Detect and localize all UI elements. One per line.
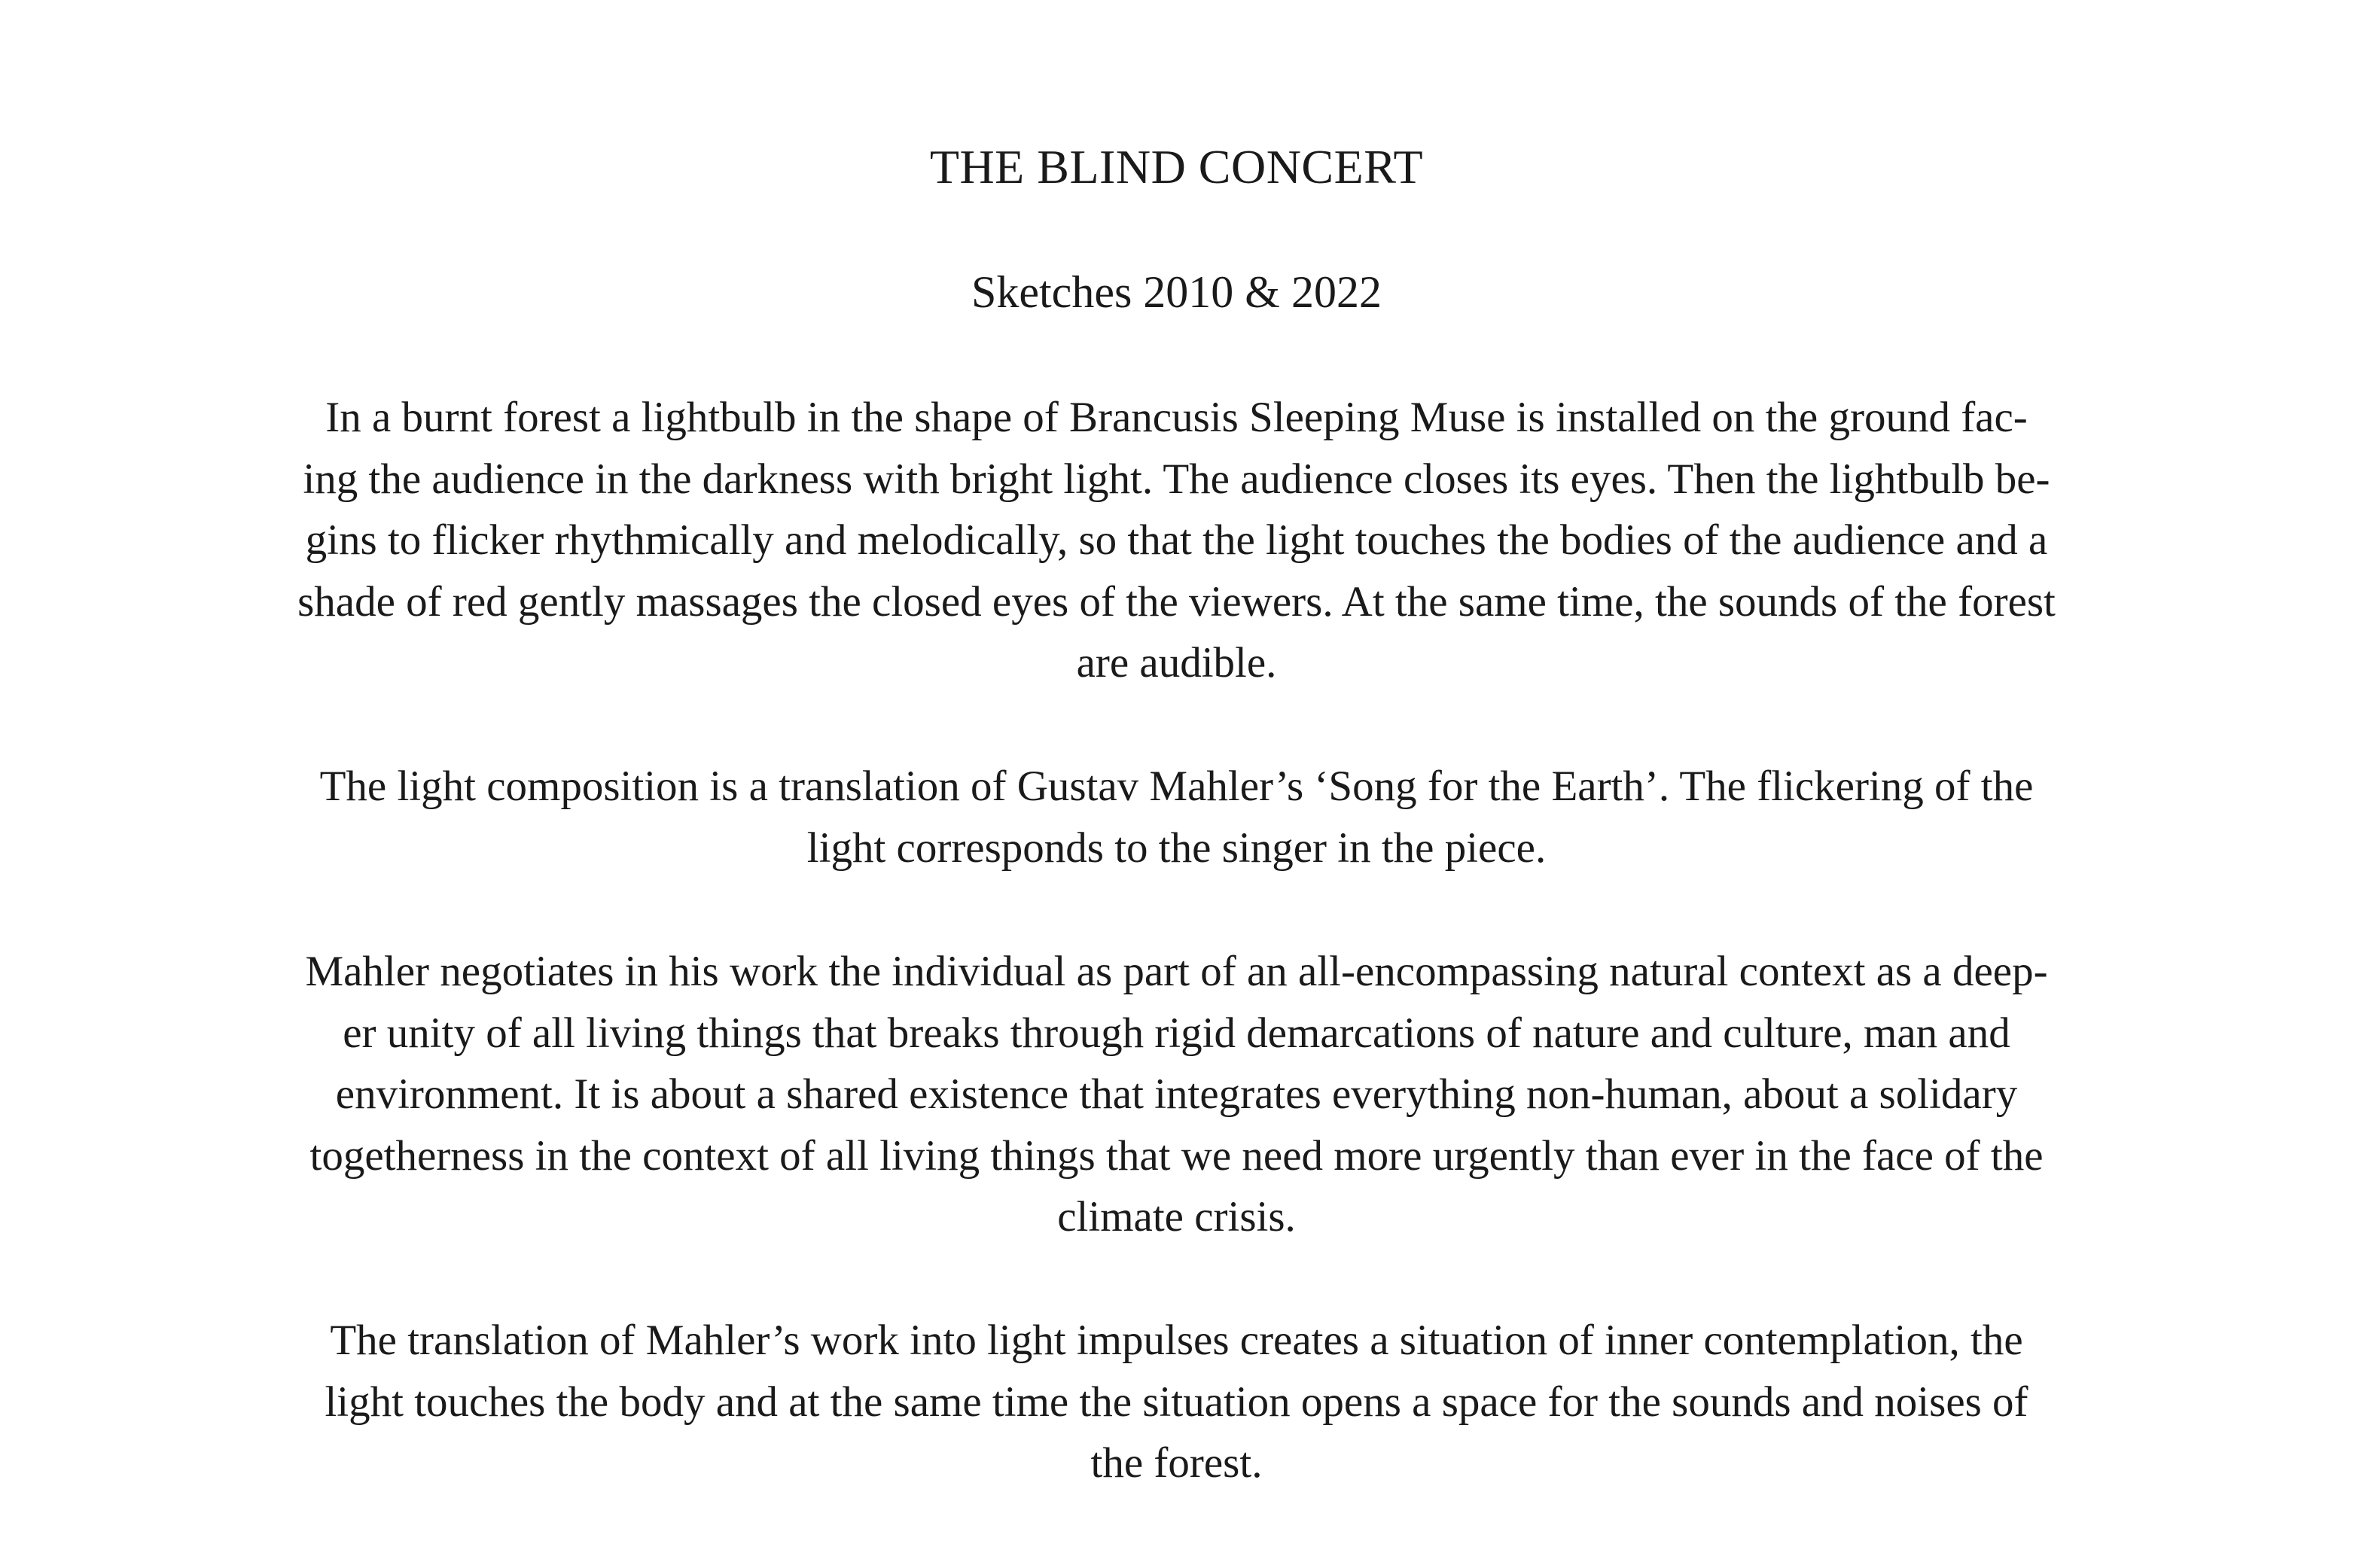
text-line: The translation of Mahler’s work into light impulses creates a situation of inner contemplation, the (330, 1317, 2023, 1364)
text-line: In a burnt forest a lightbulb in the shape of Brancusis Sleeping Muse is installed on the ground fac- (325, 394, 2028, 441)
text-line: light corresponds to the singer in the piece. (806, 824, 1547, 872)
text-line: environment. It is about a shared existence that integrates everything non-human, about a solidary (335, 1070, 2018, 1118)
paragraph-light-composition (0, 756, 2353, 878)
text-line: the forest. (1090, 1439, 1263, 1487)
paragraph-burnt-forest (0, 387, 2353, 694)
text-line: ing the audience in the darkness with bright light. The audience closes its eyes. Then the lightbulb be- (303, 455, 2050, 503)
text-line: are audible. (1076, 639, 1277, 687)
text-line: Mahler negotiates in his work the individual as part of an all-encompassing natural context as a deep- (305, 948, 2048, 995)
text-line: light touches the body and at the same time the situation opens a space for the sounds and noises of (325, 1378, 2028, 1426)
text-line: The light composition is a translation of Gustav Mahler’s ‘Song for the Earth’. The flickering of the (319, 763, 2034, 810)
document-title: THE BLIND CONCERT (929, 140, 1424, 193)
text-line: togetherness in the context of all living things that we need more urgently than ever in the face of the (309, 1131, 2044, 1180)
text-line: er unity of all living things that breaks through rigid demarcations of nature and culture, man and (343, 1009, 2010, 1057)
text-line: gins to flicker rhythmically and melodically, so that the light touches the bodies of the audience and a (305, 516, 2048, 564)
text-line: climate crisis. (1057, 1193, 1296, 1241)
paragraph-translation (0, 1310, 2353, 1494)
paragraph-mahler-negotiates (0, 941, 2353, 1248)
document-subtitle: Sketches 2010 & 2022 (971, 267, 1382, 317)
text-line: shade of red gently massages the closed eyes of the viewers. At the same time, the sounds of the forest (297, 577, 2056, 626)
